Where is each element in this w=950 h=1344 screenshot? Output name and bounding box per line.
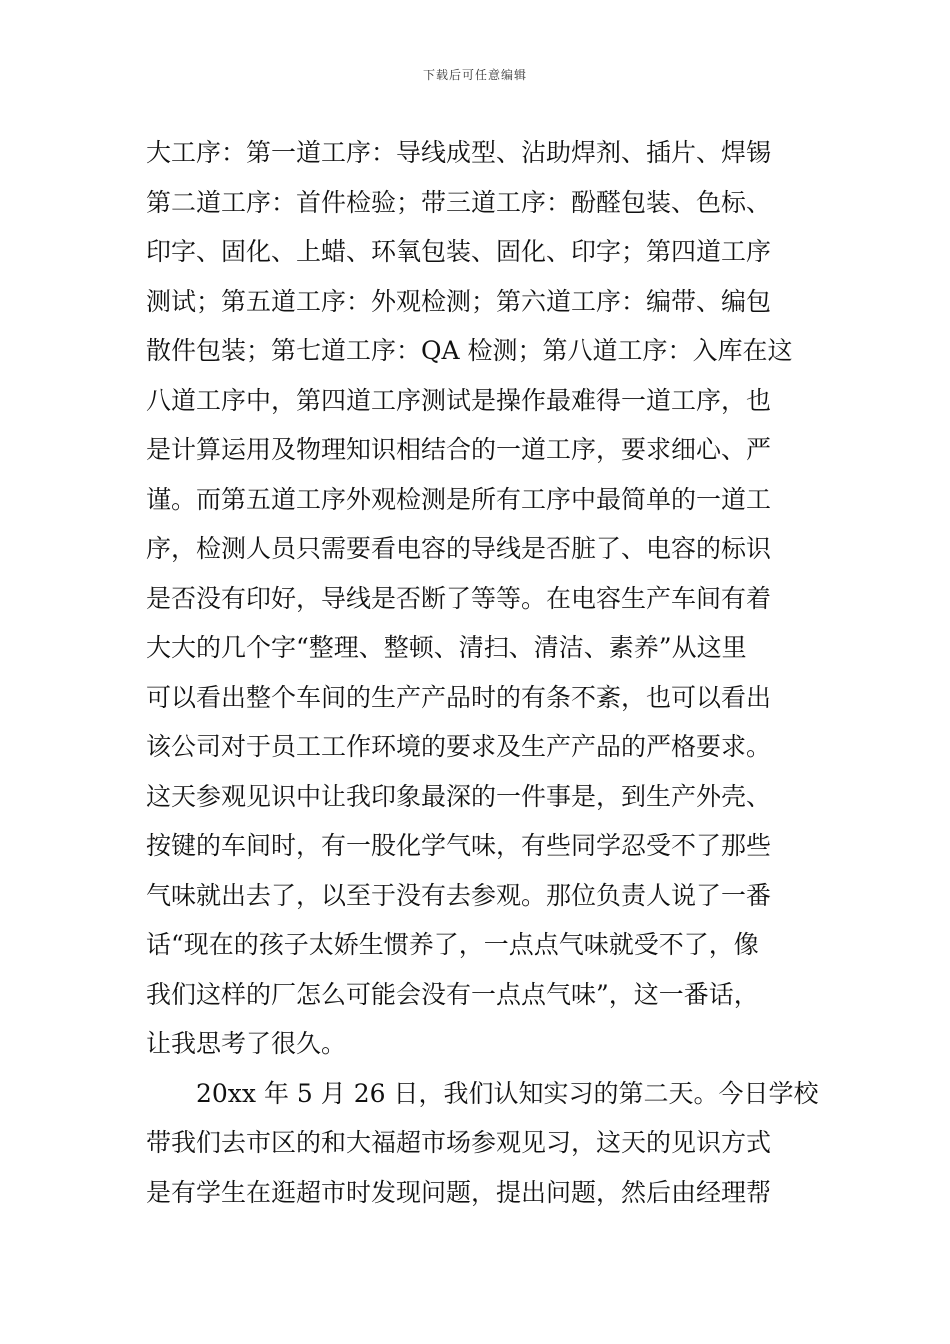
- document-body: [146, 128, 819, 1217]
- text-line: 大大的几个字“整理、整顿、清扫、清洁、素养”从这里: [146, 633, 747, 662]
- text-line: 话“现在的孩子太娇生惯养了，一点点气味就受不了，像: [146, 930, 759, 959]
- text-line: 八道工序中，第四道工序测试是操作最难得一道工序，也: [146, 385, 772, 415]
- text-line: 让我思考了很久。: [146, 1029, 347, 1058]
- text-line: 按键的车间时，有一股化学气味，有些同学忍受不了那些: [146, 831, 772, 860]
- text-line: 这天参观见识中让我印象最深的一件事是，到生产外壳、: [146, 781, 772, 811]
- text-line: 散件包装；第七道工序：QA 检测；第八道工序：入库在这: [146, 336, 793, 365]
- text-line: 是计算运用及物理知识相结合的一道工序，要求细心、严: [146, 435, 772, 464]
- text-line: 测试；第五道工序：外观检测；第六道工序：编带、编包: [146, 286, 772, 316]
- text-line: 带我们去市区的和大福超市场参观见习，这天的见识方式: [146, 1128, 772, 1157]
- paragraph: [146, 128, 816, 1069]
- paragraph: [146, 1069, 819, 1218]
- text-line: 我们这样的厂怎么可能会没有一点点气味”，这一番话，: [146, 979, 759, 1009]
- text-line: 大工序：第一道工序：导线成型、沾助焊剂、插片、焊锡: [146, 138, 772, 167]
- text-line: 第二道工序：首件检验；带三道工序：酚醛包装、色标、: [146, 187, 772, 217]
- page-header: 下载后可任意编辑: [422, 68, 527, 82]
- text-line: 该公司对于员工工作环境的要求及生产产品的严格要求。: [146, 732, 772, 761]
- text-line: 序，检测人员只需要看电容的导线是否脏了、电容的标识: [146, 534, 772, 563]
- text-line: 20xx 年 5 月 26 日，我们认知实习的第二天。今日学校: [196, 1078, 819, 1108]
- text-line: 气味就出去了，以至于没有去参观。那位负责人说了一番: [146, 880, 772, 910]
- text-line: 谨。而第五道工序外观检测是所有工序中最简单的一道工: [146, 484, 772, 514]
- text-line: 是有学生在逛超市时发现问题，提出问题，然后由经理帮: [146, 1177, 772, 1207]
- text-line: 印字、固化、上蜡、环氧包装、固化、印字；第四道工序: [146, 237, 772, 266]
- text-line: 可以看出整个车间的生产产品时的有条不紊，也可以看出: [146, 682, 772, 712]
- text-line: 是否没有印好，导线是否断了等等。在电容生产车间有着: [146, 583, 772, 613]
